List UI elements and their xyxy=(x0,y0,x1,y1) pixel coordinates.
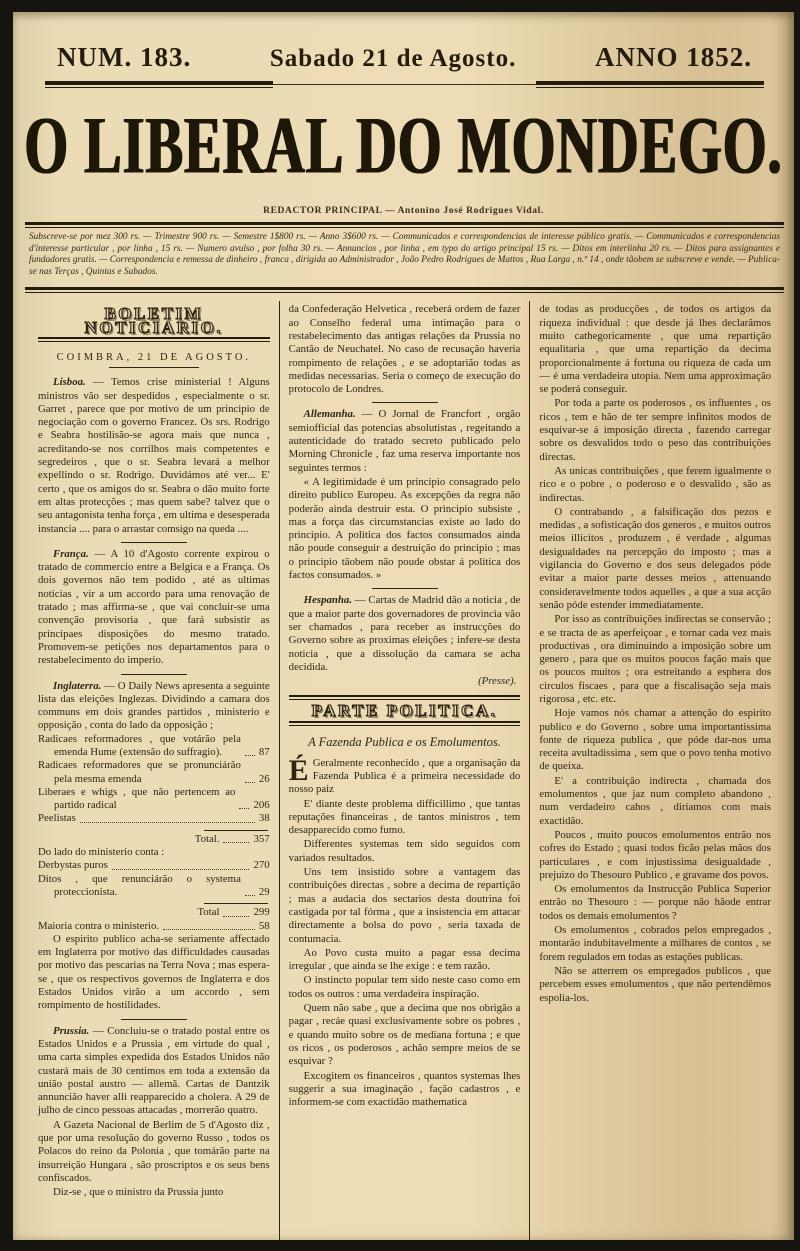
article-hespanha-text: — Cartas de Madrid dão a noticia , de que a maior parte dos governadores de provincia vão ser chamados , para receber as instrucções do Governo sobre as proximas eleições ; infere-se desta noticia , que a dissolução da camara se acha decidida. xyxy=(288,594,521,673)
boletim-title-rule xyxy=(38,337,270,342)
dateline: COIMBRA, 21 DE AGOSTO. xyxy=(56,351,252,363)
majority-row xyxy=(38,920,270,933)
parte-p8: Excogitem os financeiros , quantos systemas lhes suggerir a sua imaginação , fação cadastros , e informem-se com exactidão mathematica xyxy=(288,1069,521,1109)
header-rule xyxy=(45,81,764,88)
article-lisboa-text: — Temos crise ministerial ! Alguns ministros vão ser despedidos , especialmente o sr. Garret , parece que por motivo de um principio de negociação com o governo Francez. Os srs. Rodrigo e Seabra hostilisão-se agora mais que nunca , acreditando-se nos corrilhos mais competentes e segredeiros , que o sr. Seabra levará a melhor expellindo o sr. Rodrigo. Duvidámos até ver... E' certo , que os amigos do sr. Seabra o dão muito forte em altas protecções ; mas quem sabe? talvez que o seu antagonista tenha força , em ultima e desesperada instancia .... para o arrastar comsigo na queda .... xyxy=(38,376,270,535)
article-allemanha-text: — O Jornal de Francfort , orgão semiofficial das potencias absolutistas , regeitando a autenticidade do tratado secreto publicado pelo Morning Chronicle , faz uma reserva importante nos seguintes termos : xyxy=(288,408,521,474)
parte-c7: E' a contribuição indirecta , chamada dos emolumentos , que jaz num completo abandono , num verdadeiro cahos , diriamos com mais exactidão. xyxy=(539,774,772,827)
election-row xyxy=(38,759,270,786)
election-row-value: 26 xyxy=(258,772,270,785)
parte-c3: As unicas contribuições , que ferem igualmente o rico e o pobre , o poderoso e o desvalido , são as indirectas. xyxy=(539,464,772,504)
dot-leader xyxy=(112,869,250,870)
parte-c2: Por toda a parte os poderosos , os influentes , os ricos , tem e hão de ter sempre infinitos modos de esquivar-se á imposição directa , fazendo carregar sobre os desvalidos todo o peso das contribuições directas. xyxy=(539,397,772,463)
parte-politica-heading xyxy=(289,695,521,725)
dot-leader xyxy=(245,755,255,756)
article-prussia-text: — Concluiu-se o tratado postal entre os Estados Unidos e a Prussia , em virtude do qual , uma carta simples expedida dos Estados Unidos não custará mais de 30 centimos em toda a extensão da união postal austro — allemã. Cartas de Dantzik annuncião haver alli reapparecido a cholera. A 29 de julho de cinco pessoas attacadas , morrerão quatro. xyxy=(38,1024,270,1117)
parte-c4: O contrabando , a falsificação dos pezos e medidas , a sofisticação dos generos , e muitos outros meios illicitos , produzem , é verdade , algumas desigualdades na percepção do imposto ; mas a vigilancia do Governo e dos seus delegados póde evitar a maior parte desses meios , attenuando consideravelmente todos aquelles , a que a sua acção senão póde estender immediatamente. xyxy=(539,505,772,611)
parte-c1: de todas as producções , de todos os artigos da riqueza individual : que desde já lhes declarâmos muito cathegoricamente , que uma repartição equalitaria , que uma repartição da decima proporcionalmente á fortuna ou riqueza de cada um — é uma verdadeira utopia. Nem uma approximação se poderá conseguir. xyxy=(539,303,772,396)
newspaper-title: O LIBERAL DO MONDEGO. xyxy=(24,99,783,191)
parte-p7: Quem não sabe , que a decima que nos obrigão a pagar , recáe quasi exclusivamente sobre os pobres , e quando muito sobre os de mediana fortuna ; e que os ricos , os poderosos , achão sempre meios de se esquivar ? xyxy=(288,1002,521,1068)
newspaper-page xyxy=(13,12,794,1240)
majority-label: Maioria contra o ministerio. xyxy=(38,919,160,932)
column-1 xyxy=(29,301,279,1240)
article-dizse: Diz-se , que o ministro da Prussia junto xyxy=(53,1186,224,1199)
election-row xyxy=(38,786,270,813)
parte-p6: O instincto popular tem sido neste caso como em todos os outros : uma verdadeira inspiração. xyxy=(288,974,521,1000)
election-row-label: Derbystas puros xyxy=(38,859,108,872)
election-row-value: 87 xyxy=(258,745,270,758)
subscription-terms: Subscreve-se por mez 300 rs. — Trimestre 900 rs. — Semestre 1$800 rs. — Anno 3$600 rs. — Communicados e correspondencias de interesse público gratis. — Communicados e correspondencias d'interesse particular , por linha , 15 rs. — Numero avulso , por folha 30 rs. — Annuncios , por linha , em typo do artigo principal 15 rs. — Ditos em interlinha 20 rs. — Ditos para assignantes e fundadores gratis. — Correspondencia e remessa de dinheiro , franca , dirigida ao Administrador , João Pedro Rodrigues de Mattos , Rua Larga , n.º 14 , onde tãobem se subscreve e vende. — Publica-se nas Terças , Quintas e Sabados. xyxy=(29,232,780,277)
redactor-line: REDACTOR PRINCIPAL — Antonino José Rodrigues Vidal. xyxy=(263,206,544,216)
column-3 xyxy=(529,301,780,1240)
issue-date: Sabado 21 de Agosto. xyxy=(269,45,517,72)
article-franca-text: — A 10 d'Agosto corrente expirou o tratado de commercio entre a Belgica e a França. Os dois governos não tem podido , até as ultimas noticias , vir a um accordo para uma renovação de tratado ; mas affirma-se , que vai concluir-se uma convenção provisoria , que fará subsistir as principaes disposições do mesmo tratado. Promovem-se petições nos departamentos para o restabelecimento do imperio. xyxy=(38,547,270,667)
item-separator xyxy=(121,1019,187,1020)
drop-cap: É xyxy=(288,753,309,787)
total-rule xyxy=(204,903,268,904)
total-value: 299 xyxy=(253,906,270,919)
article-espirito: O espirito publico acha-se seriamente affectado em Inglaterra por motivo das difficuldades causadas por motivo das pescarias na Terra Nova ; mas espera-se , que os respectivos governos de Inglaterra e dos Estados Unidos virão a um accordo , sem rompimento de hostilidades. xyxy=(38,932,270,1012)
article-lisboa-lead: Lisboa. xyxy=(53,376,86,389)
total-label: Total xyxy=(197,906,220,919)
election-row-value: 270 xyxy=(253,859,270,872)
election-row-value: 29 xyxy=(258,885,270,898)
article-prussia xyxy=(38,1025,270,1118)
parte-p1-text: Geralmente reconhecido , que a organisação da Fazenda Publica é a primeira necessidade do nosso paiz xyxy=(288,756,521,796)
election-row-label: Ditos , que renunciárão o systema proteccionista. xyxy=(38,872,241,898)
terms-rule-bottom xyxy=(25,287,784,293)
article-lisboa xyxy=(38,376,270,536)
article-inglaterra xyxy=(38,680,270,733)
parte-p2: E' diante deste problema difficillimo , que tantas reputações financeiras , de tantos ministros , tem desapparecido como fumo. xyxy=(288,797,521,837)
dot-leader xyxy=(245,895,255,896)
boletim-title: BOLETIM NOTICIARIO. xyxy=(84,304,224,337)
item-separator xyxy=(372,402,438,403)
parte-p4: Uns tem insistido sobre a vantagem das contribuições directas , sobre a decima de repartição ; mas a audacia dos sectarios desta doutrina foi castigada por tal fórma , que a insistencia em attacar directamente a bolsa do povo , seria taxada de contumacia. xyxy=(288,866,521,945)
article-hespanha xyxy=(289,594,521,674)
election-row xyxy=(38,733,270,760)
parte-c11: Não se atterrem os empregados publicos , que percebem esses emolumentos , que não pertendêmos espolia-los. xyxy=(539,964,772,1004)
article-allemanha xyxy=(289,408,521,474)
item-separator xyxy=(121,542,187,543)
article-inglaterra-text: — O Daily News apresenta a seguinte lista das eleições Inglezas. Dividindo a camara dos communs em dois grandes partidos , ministerio e opposição , conta do lado da opposição ; xyxy=(38,679,270,732)
election-row-label: Liberaes e whigs , que não pertencem ao partido radical xyxy=(38,785,236,812)
election-row-value: 38 xyxy=(258,812,270,825)
parte-c6: Hoje vamos nós chamar a attenção do espirito publico e do Governo , sobre uma importantissima fonte de riqueza publica , que póde dar-nos uma receita avultadissima , sem que o povo tenha motivo de queixa. xyxy=(539,707,772,773)
article-inglaterra-lead: Inglaterra. xyxy=(53,679,102,692)
dot-leader xyxy=(239,808,249,809)
article-franca-lead: França. xyxy=(53,547,89,560)
parte-c10: Os emolumentos , cobrados pelos empregados , montarão indubitavelmente a milhares de contos , se forem regulados em todas as estações publicas. xyxy=(539,924,772,963)
masthead xyxy=(13,98,794,202)
dot-leader xyxy=(245,782,255,783)
dateline-rule xyxy=(109,367,199,368)
election-row-label: Radicaes reformadores , que votárão pela emenda Hume (extensão do suffragio). xyxy=(38,732,241,758)
majority-value: 58 xyxy=(258,919,270,932)
parte-rule-bottom xyxy=(289,721,521,726)
election-row-label: Peelistas xyxy=(38,812,76,825)
total-label: Total. xyxy=(194,832,220,845)
dot-leader xyxy=(80,822,255,823)
parte-c5: Por isso as contribuições indirectas se conservão ; e se tracta de as aperfeiçoar , e tornar cada vez mais productivas , ora diminuindo a imposição sobre um genero , para que os muitos poucos fação mais que os poucos muitos ; ora estreitando a esphera dos circulos fiscaes , para que a fiscalisação seja mais rigorosa , etc. etc. xyxy=(539,613,772,705)
item-separator xyxy=(372,588,438,589)
dot-leader xyxy=(163,929,255,930)
header-rule-middle xyxy=(273,84,536,85)
issue-year: ANNO 1852. xyxy=(595,42,752,72)
election-row xyxy=(38,859,270,872)
election-total-row xyxy=(38,833,270,846)
article-hespanha-lead: Hespanha. xyxy=(303,594,352,607)
election-row-label: Radicaes reformadores que se pronunciárão pela mesma emenda xyxy=(38,759,241,785)
election-row-value: 206 xyxy=(253,799,270,812)
parte-c9: Os emolumentos da Instrucção Publica Superior entrão no Thesouro : — porque não hãode entrar todos os demais emolumentos ? xyxy=(539,883,772,922)
parte-politica-subtitle: A Fazenda Publica e os Emolumentos. xyxy=(308,734,501,749)
total-rule xyxy=(204,830,268,831)
election-row xyxy=(38,873,270,900)
parte-p5: Ao Povo custa muito a pagar essa decima irregular , que ainda se lhe exige : e tem razão. xyxy=(288,946,521,973)
header-rule-left xyxy=(45,81,273,88)
election-row xyxy=(38,812,270,825)
article-allemanha-lead: Allemanha. xyxy=(303,408,356,421)
column-2 xyxy=(279,301,530,1240)
issue-number: NUM. 183. xyxy=(57,42,192,72)
article-helvetica: da Confederação Helvetica , receberá ordem de fazer ao Conselho federal uma intimação para o restabelecimento das antigas relações da Prussia no Cantão de Neuchatel. No caso de recusação haveria rompimento de relações , e se adoptarião todas as medidas necessarias. Seria o começo de execução do protocolo de Londres. xyxy=(288,303,521,396)
article-gazeta: A Gazeta Nacional de Berlim de 5 d'Agosto diz , que por uma resolução do governo Russo , todos os Polacos do reino da Polonia , que tomárão parte na insurreição Hungara , são proscriptos e os seus bens confiscados. xyxy=(38,1118,270,1184)
article-franca xyxy=(38,548,270,668)
election-total-row xyxy=(38,906,270,919)
columns xyxy=(29,301,780,1240)
total-value: 357 xyxy=(253,832,270,845)
ministerio-line: Do lado do ministerio conta : xyxy=(38,846,165,859)
parte-p1 xyxy=(288,753,521,797)
dot-leader xyxy=(223,842,249,843)
page-header xyxy=(13,12,794,73)
parte-rule-top xyxy=(289,695,521,700)
dot-leader xyxy=(223,916,249,917)
header-rule-right xyxy=(536,81,764,88)
attribution: (Presse). xyxy=(478,675,517,688)
item-separator xyxy=(121,674,187,675)
article-quote: « A legitimidade é um principio consagrado pelo direito publico Europeu. As excepções da regra não poderão ainda destruir esta. O principio subsiste , mas a força das circumstancias existe ao lado do principio. A politica dos factos consumados ainda não poude conseguir a destruição do principio ; mas o principio tãobem não poude obstar á politica dos factos consumados. » xyxy=(288,475,521,582)
parte-p3: Differentes systemas tem sido seguidos com variados resultados. xyxy=(288,838,521,864)
parte-c8: Poucos , muito poucos emolumentos entrão nos cofres do Estado ; quasi todos ficão pelas mãos dos particulares , e com injustissima desigualdade , prejuizo do Thesouro Publico , e gravame dos povos. xyxy=(539,828,772,881)
parte-politica-title: PARTE POLITICA. xyxy=(311,701,498,721)
article-prussia-lead: Prussia. xyxy=(53,1024,90,1037)
